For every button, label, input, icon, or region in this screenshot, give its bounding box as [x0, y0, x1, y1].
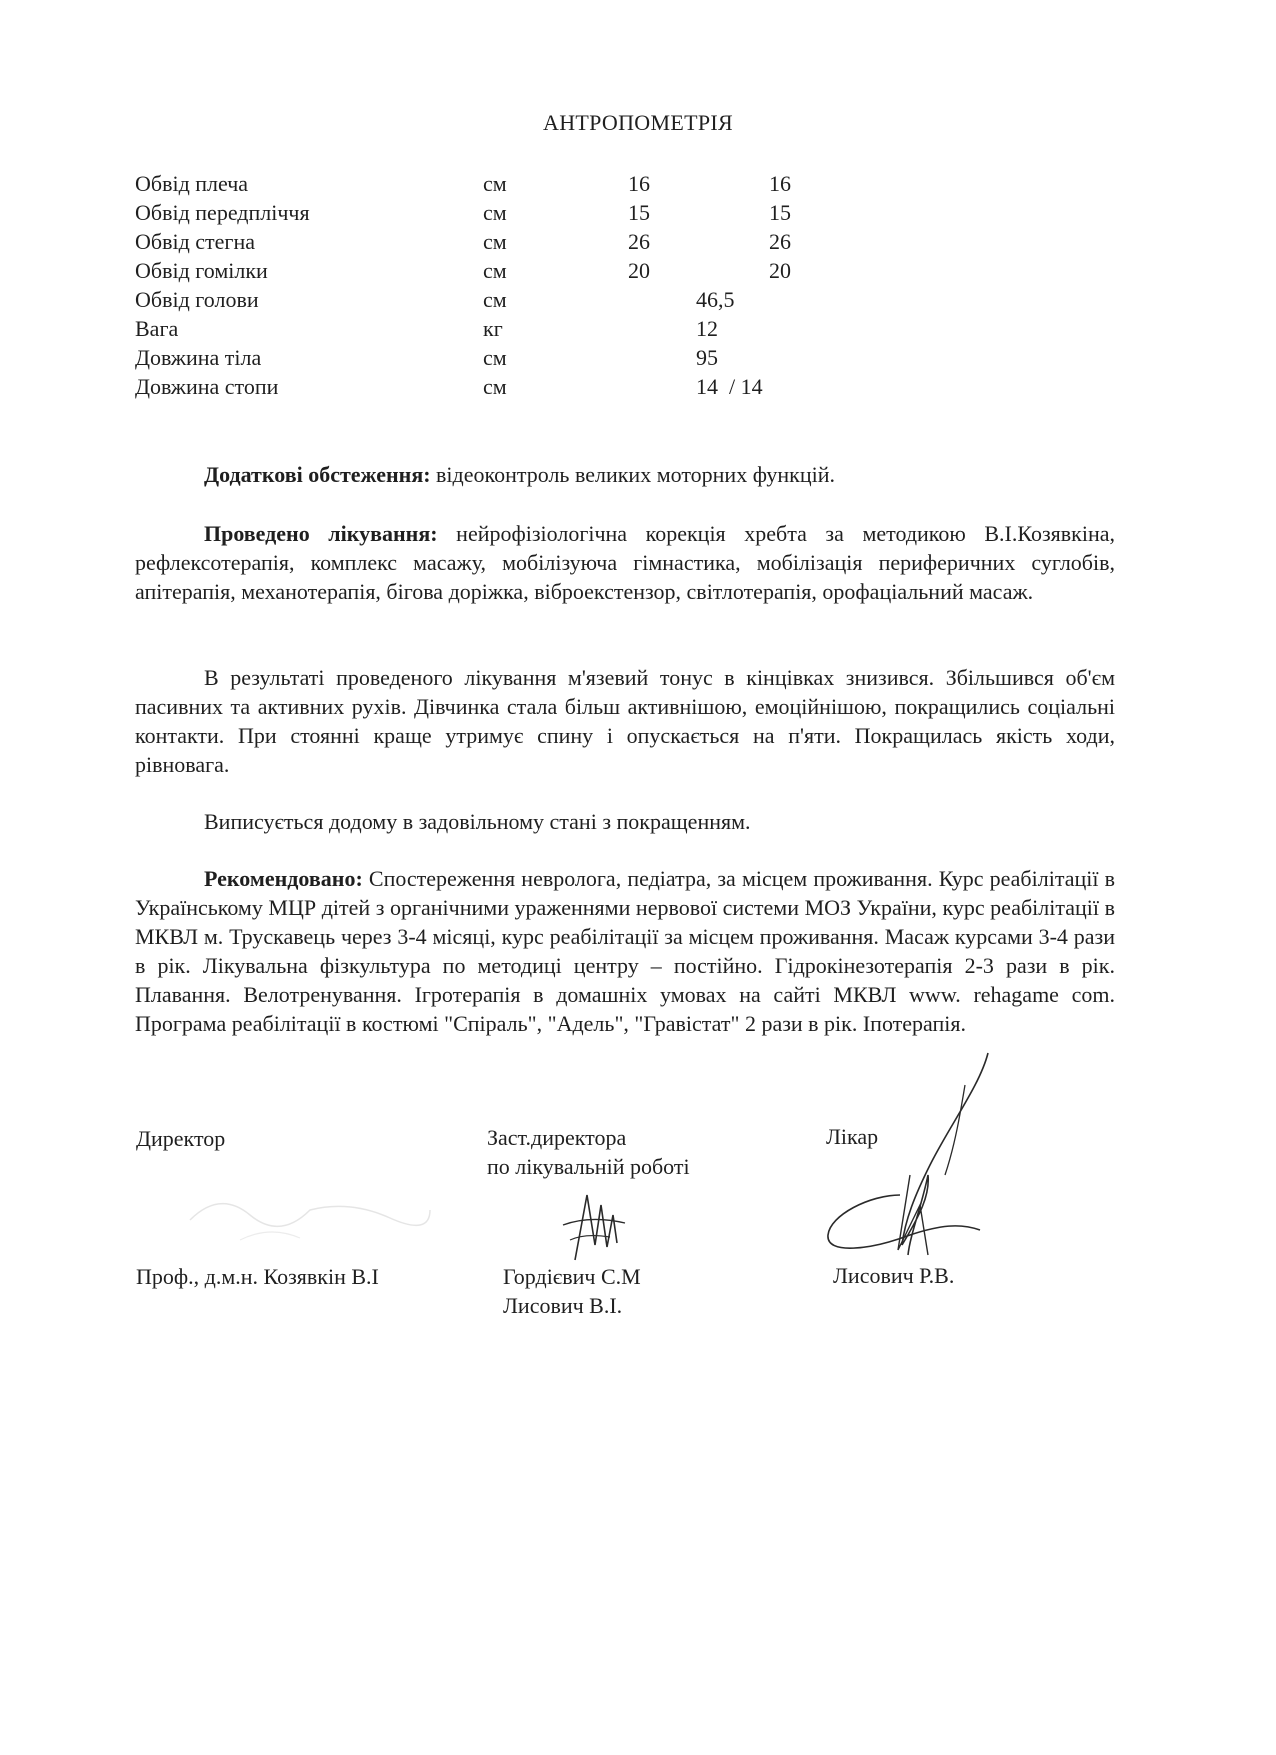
- extra-exams-text: відеоконтроль великих моторних функцій.: [430, 462, 836, 487]
- row-value: 12: [696, 316, 718, 341]
- row-label: Вага: [135, 316, 179, 341]
- extra-exams-paragraph: [135, 460, 1115, 489]
- recommendation-heading: Рекомендовано:: [204, 866, 363, 891]
- deputy-signature: [555, 1185, 645, 1265]
- table-row: [135, 256, 935, 285]
- director-name: Проф., д.м.н. Козявкін В.І: [136, 1264, 379, 1289]
- doctor-name: Лисович Р.В.: [833, 1263, 955, 1288]
- row-value-left: 20: [628, 258, 650, 283]
- table-row: [135, 314, 935, 343]
- row-label: Обвід стегна: [135, 229, 255, 254]
- deputy-title: [487, 1123, 690, 1181]
- recommendation-paragraph: [135, 864, 1115, 1038]
- row-unit: см: [483, 374, 507, 399]
- treatment-text: нейрофізіологічна корекція хребта за методикою В.І.Козявкіна, рефлексотерапія, комплекс масажу, мобілізуюча гімнастика, мобілізація периферичних суглобів, апітерапія, механотерапія, бігова доріжка, віброекстензор, світлотерапія, орофаціальний масаж.: [135, 521, 1115, 604]
- row-value-left: 26: [628, 229, 650, 254]
- table-row: [135, 227, 935, 256]
- table-row: [135, 285, 935, 314]
- discharge-text: Виписується додому в задовільному стані з покращенням.: [204, 809, 751, 834]
- row-label: Довжина тіла: [135, 345, 262, 370]
- row-label: Обвід передпліччя: [135, 200, 310, 225]
- table-row: [135, 372, 935, 401]
- row-value-left: 16: [628, 171, 650, 196]
- row-value-right: 20: [769, 258, 791, 283]
- row-unit: см: [483, 345, 507, 370]
- page-title: АНТРОПОМЕТРІЯ: [543, 110, 733, 135]
- doctor-title: Лікар: [826, 1124, 879, 1149]
- row-unit: см: [483, 171, 507, 196]
- director-signature-faint: [180, 1160, 440, 1260]
- deputy-title-line-1: Заст.директора: [487, 1125, 627, 1150]
- table-row: [135, 198, 935, 227]
- result-paragraph: [135, 663, 1115, 779]
- row-value: 46,5: [696, 287, 735, 312]
- table-row: [135, 343, 935, 372]
- row-label: Обвід плеча: [135, 171, 249, 196]
- deputy-title-line-2: по лікувальній роботі: [487, 1154, 690, 1179]
- row-unit: кг: [483, 316, 503, 341]
- discharge-paragraph: [135, 807, 1115, 836]
- row-value-right: 26: [769, 229, 791, 254]
- row-value-left: 15: [628, 200, 650, 225]
- doctor-signature: [810, 1045, 1000, 1270]
- row-unit: см: [483, 229, 507, 254]
- extra-exams-heading: Додаткові обстеження:: [204, 462, 431, 487]
- treatment-heading: Проведено лікування:: [204, 521, 438, 546]
- row-value: 95: [696, 345, 718, 370]
- row-unit: см: [483, 287, 507, 312]
- row-label: Довжина стопи: [135, 374, 279, 399]
- recommendation-text: Спостереження невролога, педіатра, за місцем проживання. Курс реабілітації в Українському МЦР дітей з органічними ураженнями нервової системи МОЗ України, курс реабілітації в МКВЛ м. Трускавець через 3-4 місяці, курс реабілітації за місцем проживання. Масаж курсами 3-4 рази в рік. Лікувальна фізкультура по методиці центру – постійно. Гідрокінезотерапія 2-3 рази в рік. Плавання. Велотренування. Ігротерапія в домашніх умовах на сайті МКВЛ www. rehagame com. Програма реабілітації в костюмі "Спіраль", "Адель", "Гравістат" 2 рази в рік. Іпотерапія.: [135, 866, 1115, 1036]
- director-title: Директор: [136, 1126, 226, 1151]
- deputy-name-line-2: Лисович В.І.: [503, 1293, 623, 1318]
- deputy-name-line-1: Гордієвич С.М: [503, 1264, 641, 1289]
- result-text: В результаті проведеного лікування м'язевий тонус в кінцівках знизився. Збільшився об'єм пасивних та активних рухів. Дівчинка стала більш активнішою, емоційнішою, покращились соціальні контакти. При стоянні краще утримує спину і опускається на п'яти. Покращилась якість ходи, рівновага.: [135, 665, 1115, 777]
- anthropometry-table: [135, 169, 935, 401]
- row-value: 14 / 14: [696, 374, 763, 399]
- row-unit: см: [483, 258, 507, 283]
- row-value-right: 15: [769, 200, 791, 225]
- treatment-paragraph: [135, 519, 1115, 606]
- table-row: [135, 169, 935, 198]
- row-label: Обвід гомілки: [135, 258, 268, 283]
- deputy-name: [503, 1262, 641, 1320]
- row-label: Обвід голови: [135, 287, 259, 312]
- row-unit: см: [483, 200, 507, 225]
- row-value-right: 16: [769, 171, 791, 196]
